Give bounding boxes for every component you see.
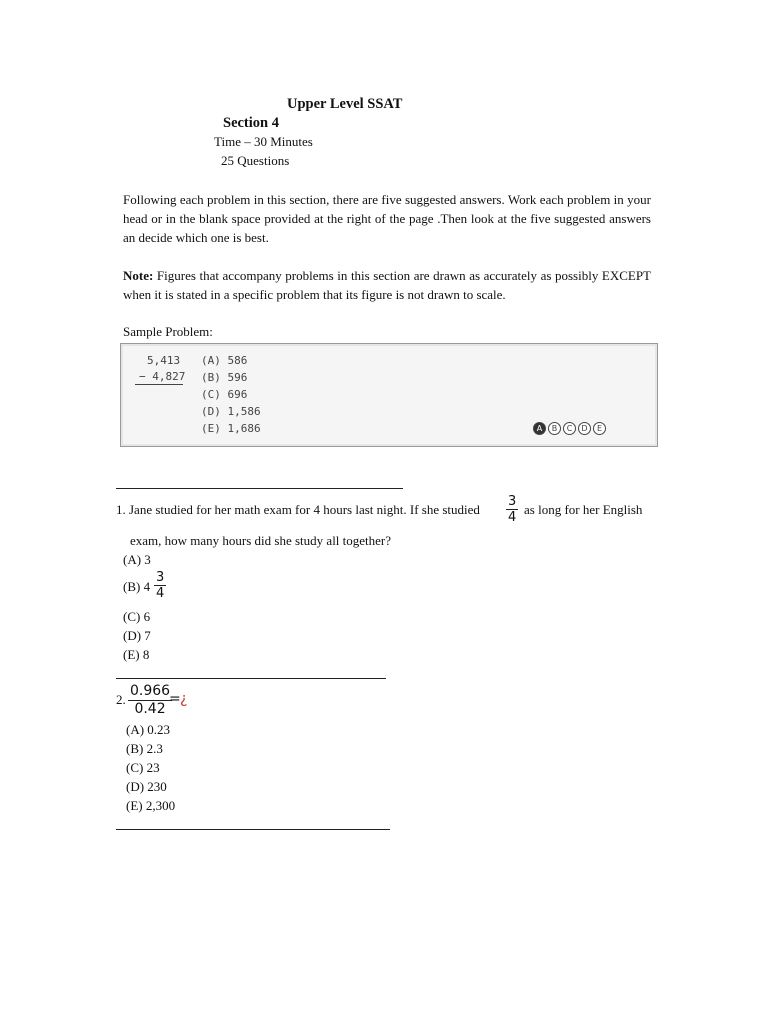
sample-answer-bubbles [533,421,608,435]
q2-unknown-mark: ¿ [180,691,188,707]
q1-stem-continued: exam, how many hours did she study all together? [130,533,392,548]
bubble-a-filled: A [533,422,546,435]
bubble-d: D [578,422,591,435]
question-1-stem [116,494,652,528]
instructions-paragraph: Following each problem in this section, there are five suggested answers. Work each problem in your head or in the blank space provided at the right of the page .Then look at the five suggested answers an decide which one is best. [123,192,651,245]
q1-option-a: (A) 3 [123,552,151,567]
q2-fraction [128,683,172,718]
sample-bottom-number: − 4,827 [139,370,186,383]
divider-rule [116,488,403,489]
q1-option-b-fraction [154,570,166,601]
time-limit: Time – 30 Minutes [214,134,313,149]
q2-option-d: (D) 230 [126,779,167,794]
q2-option-a: (A) 0.23 [126,722,171,737]
note-text: Figures that accompany problems in this section are drawn as accurately as possibly EXCEPT when it is stated in a specific problem that its figure is not drawn to scale. [123,268,651,302]
q1-option-e: (E) 8 [123,647,150,662]
divider-rule [116,678,386,679]
sample-top-number: 5,413 [147,354,181,367]
sample-option-c: (C) 696 [201,388,248,401]
q2-option-b: (B) 2.3 [126,741,163,756]
note-paragraph [123,266,651,304]
bubble-e: E [593,422,606,435]
q1-option-d: (D) 7 [123,628,151,643]
q1-stem-end: as long for her English [524,502,643,517]
q2-number: 2. [116,692,126,707]
sample-option-e: (E) 1,686 [201,422,261,435]
q1-option-b-numerator: 3 [156,570,165,585]
q1-option-b-denominator: 4 [156,586,165,601]
q1-fraction-numerator: 3 [508,494,517,509]
section-heading: Section 4 [223,115,279,131]
page-title: Upper Level SSAT [287,96,403,112]
q2-equals: = [169,691,181,707]
q2-option-c: (C) 23 [126,760,160,775]
q1-option-c: (C) 6 [123,609,151,624]
sample-option-a: (A) 586 [201,354,248,367]
question-count: 25 Questions [221,153,290,168]
bubble-b: B [548,422,561,435]
bubble-c: C [563,422,576,435]
sample-label: Sample Problem: [123,324,213,339]
q1-fraction [506,494,518,525]
note-label: Note: [123,268,154,283]
sample-problem-box [120,343,658,447]
sample-option-b: (B) 596 [201,371,248,384]
q1-stem-start: 1. Jane studied for her math exam for 4 hours last night. If she studied [116,502,480,517]
q1-option-b-whole: (B) 4 [123,579,151,594]
question-2-stem [116,683,316,719]
divider-rule [116,829,390,830]
sample-option-d: (D) 1,586 [201,405,261,418]
q2-fraction-denominator: 0.42 [134,701,166,717]
sample-sum-line [135,384,183,385]
q2-option-e: (E) 2,300 [126,798,176,813]
q1-fraction-denominator: 4 [508,510,517,525]
q2-fraction-numerator: 0.966 [130,683,171,699]
